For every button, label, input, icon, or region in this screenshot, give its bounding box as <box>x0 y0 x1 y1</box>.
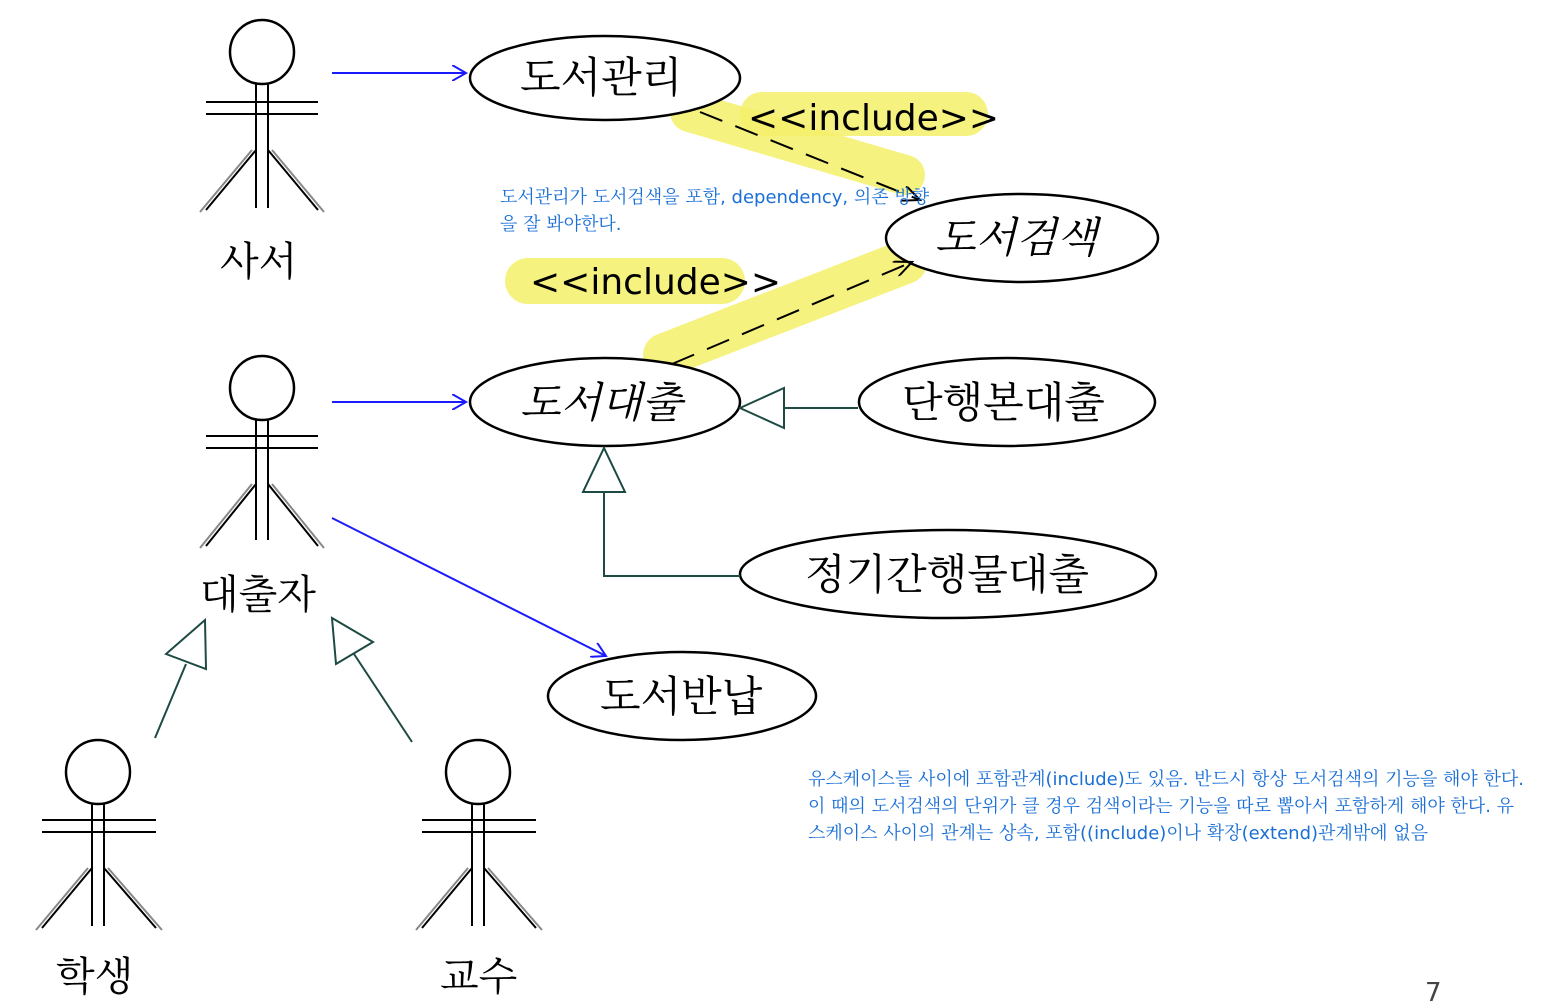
use-case-book-loan[interactable] <box>470 358 740 446</box>
include-stereotype-upper: <<include>> <box>748 98 1000 139</box>
actor-label-librarian: 사서 <box>220 239 298 285</box>
use-case-label-book-search: 도서검색 <box>935 213 1098 262</box>
note-include-direction: 도서관리가 도서검색을 포함, dependency, 의존 방향을 잘 봐야한다. <box>500 187 930 235</box>
use-case-label-book-loan: 도서대출 <box>520 378 683 427</box>
use-case-label-book-management: 도서관리 <box>520 53 683 102</box>
actor-borrower[interactable] <box>200 356 324 548</box>
actor-label-professor: 교수 <box>440 954 518 1000</box>
actor-label-student: 학생 <box>56 954 134 1000</box>
association-borrower-book-return[interactable] <box>332 518 606 656</box>
generalization-monograph-to-loan[interactable] <box>740 388 858 428</box>
generalization-periodical-to-loan[interactable] <box>583 448 740 576</box>
page-number: 7 <box>1425 978 1442 1008</box>
actor-librarian[interactable] <box>200 20 324 212</box>
use-case-label-monograph-loan: 단행본대출 <box>902 378 1105 427</box>
note-include-explanation: 유스케이스들 사이에 포함관계(include)도 있음. 반드시 항상 도서검색의 기능을 해야 한다. 이 때의 도서검색의 단위가 클 경우 검색이라는 기능을 따로 뽑아서 포함하게 해야 한다. 유스케이스 사이의 관계는 상속, 포함((include)이나 확장(extend)관계밖에 없음 <box>808 769 1524 844</box>
actor-professor[interactable] <box>416 740 542 930</box>
actor-label-borrower: 대출자 <box>200 572 316 618</box>
use-case-label-periodical-loan: 정기간행물대출 <box>805 550 1090 599</box>
use-case-monograph-loan[interactable] <box>859 358 1155 446</box>
include-stereotype-lower: <<include>> <box>530 262 782 303</box>
use-case-book-management[interactable] <box>470 36 740 120</box>
use-case-periodical-loan[interactable] <box>740 530 1156 618</box>
use-case-book-return[interactable] <box>548 652 816 740</box>
actor-student[interactable] <box>36 740 162 930</box>
generalization-student-to-borrower[interactable] <box>155 620 206 738</box>
generalization-professor-to-borrower[interactable] <box>332 618 412 742</box>
use-case-label-book-return: 도서반납 <box>600 672 763 721</box>
